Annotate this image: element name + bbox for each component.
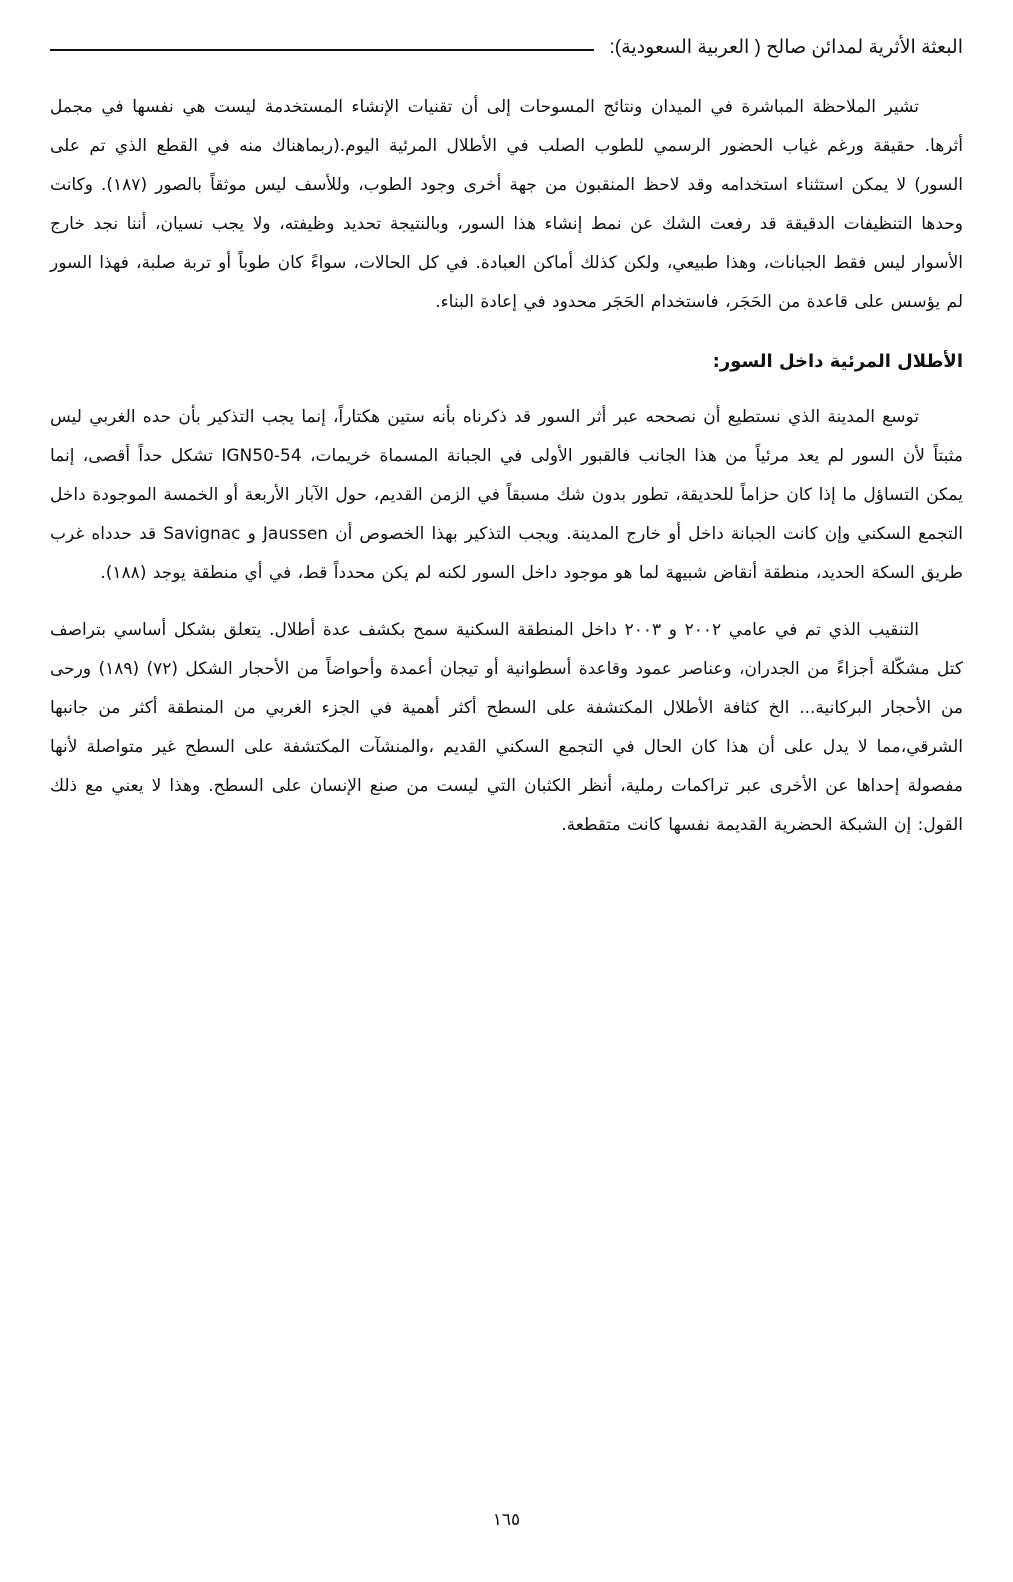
running-header <box>50 30 963 64</box>
page-number: ١٦٥ <box>492 1510 521 1530</box>
paragraph-2: توسع المدينة الذي نستطيع أن نصححه عبر أثر السور قد ذكرناه بأنه ستين هكتاراً، إنما يجب التذكير بأن حده الغربي ليس مثبتاً لأن السور لم يعد مرئياً من هذا الجانب فالقبور الأولى في الجبانة المسماة خريمات، IGN50-54 تشكل حداً أقصى، إنما يمكن التساؤل ما إذا كان حزاماً للحديقة، تطور بدون شك مسبقاً في الزمن القديم، حول الآبار الأربعة أو الخمسة الموجودة داخل التجمع السكني وإن كانت الجبانة داخل أو خارج المدينة. ويجب التذكير بهذا الخصوص أن Jaussen و Savignac قد حدداه غرب طريق السكة الحديد، منطقة أنقاض شبيهة لما هو موجود داخل السور لكنه لم يكن محدداً قط، في أي منطقة يوجد (١٨٨). <box>50 407 964 583</box>
header-title: البعثة الأثرية لمدائن صالح ( العربية السعودية): <box>609 36 963 58</box>
section-heading: الأطلال المرئية داخل السور: <box>712 351 963 372</box>
paragraph-3: التنقيب الذي تم في عامي ٢٠٠٢ و ٢٠٠٣ داخل المنطقة السكنية سمح بكشف عدة أطلال. يتعلق بشكل أساسي بتراصف كتل مشكّلة أجزاءً من الجدران، وعناصر عمود وقاعدة أسطوانية أو تيجان أعمدة وأحواضاً من الأحجار الشكل (٧٢) (١٨٩) ورحى من الأحجار البركانية... الخ كثافة الأطلال المكتشفة على السطح أكثر أهمية في الجزء الغربي من المنطقة أكثر من جانبها الشرقي،مما لا يدل على أن هذا كان الحال في التجمع السكني القديم ،والمنشآت المكتشفة على السطح غير متواصلة لأنها مفصولة إحداها عن الأخرى عبر تراكمات رملية، أنظر الكثبان التي ليست من صنع الإنسان على السطح. وهذا لا يعني مع ذلك القول: إن الشبكة الحضرية القديمة نفسها كانت متقطعة. <box>50 620 964 835</box>
body-text <box>50 88 963 845</box>
header-rule <box>50 49 594 51</box>
paragraph-1: تشير الملاحظة المباشرة في الميدان ونتائج المسوحات إلى أن تقنيات الإنشاء المستخدمة ليست هي نفسها في مجمل أثرها. حقيقة ورغم غياب الحضور الرسمي للطوب الصلب في الأطلال المرئية اليوم.(ربماهناك منه في القطع الذي تم على السور) لا يمكن استثناء استخدامه وقد لاحظ المنقبون من جهة أخرى وجود الطوب، وللأسف ليس موثقاً بالصور (١٨٧). وكانت وحدها التنظيفات الدقيقة قد رفعت الشك عن نمط إنشاء هذا السور، وبالنتيجة تحديد وظيفته، ولا يجب نسيان، أننا نجد خارج الأسوار ليس فقط الجبانات، وهذا طبيعي، ولكن كذلك أماكن العبادة. في كل الحالات، سواءً كان طوباً أو تربة صلبة، فهذا السور لم يؤسس على قاعدة من الحَجَر، فاستخدام الحَجَر محدود في إعادة البناء. <box>50 97 963 312</box>
